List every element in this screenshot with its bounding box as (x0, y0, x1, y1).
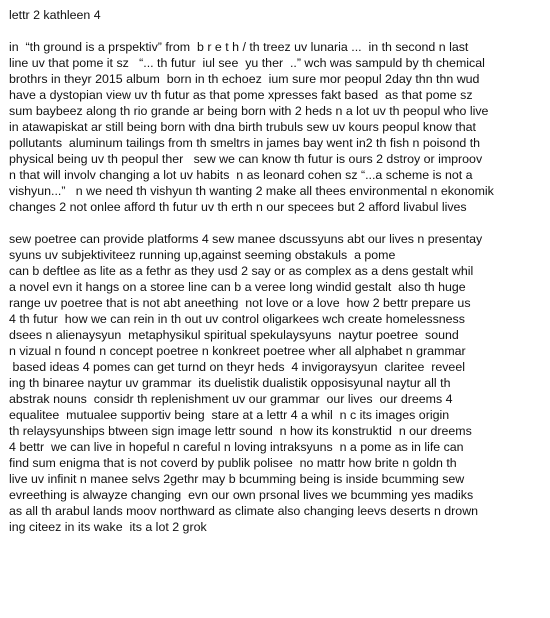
text-line: range uv poetree that is not abt aneething not love or a love how 2 bettr prepare us (9, 296, 471, 310)
paragraph-spacer (9, 215, 545, 231)
text-line: changes 2 not onlee afford th futur uv th erth n our specees but 2 afford livabul lives (9, 200, 467, 214)
text-line: can b deftlee as lite as a fethr as they usd 2 say or as complex as a dens gestalt whil (9, 264, 474, 278)
text-line: evreething is alwayze changing evn our own prsonal lives we bcumming yes madiks (9, 488, 474, 502)
text-line: equalitee mutualee supportiv being stare at a lettr 4 a whil n c its images origin (9, 408, 450, 422)
paragraph-2 (9, 231, 545, 535)
text-line: in atawapiskat ar still being born with dna birth trubuls sew uv kours peopul know that (9, 120, 476, 134)
paragraph-spacer (9, 23, 545, 39)
text-line: syuns uv subjektiviteez running up,against seeming obstakuls a pome (9, 248, 396, 262)
text-line: a novel evn it hangs on a storee line can b a veree long windid gestalt also th huge (9, 280, 466, 294)
text-line: ing th binaree naytur uv grammar its duelistik dualistik opposisyunal naytur all th (9, 376, 451, 390)
text-line: pollutants aluminum tailings from th smeltrs in james bay went in2 th fish n poisond th (9, 136, 481, 150)
text-line: n that will involv changing a lot uv habits n as leonard cohen sz “...a scheme is not a (9, 168, 473, 182)
text-line: sew poetree can provide platforms 4 sew manee dscussyuns abt our lives n presentay (9, 232, 483, 246)
letter-document (9, 7, 545, 535)
text-line: dsees n alienaysyun metaphysikul spiritual spekulaysyuns naytur poetree sound (9, 328, 459, 342)
text-line: line uv that pome it sz “... th futur iul see yu ther ..” wch was sampuld by th chemical (9, 56, 485, 70)
text-line: brothrs in theyr 2015 album born in th echoez ium sure mor peopul 2day thn thn wud (9, 72, 480, 86)
text-line: th relaysyunships btween sign image lettr sound n how its konstruktid n our dreems (9, 424, 472, 438)
text-line: 4 th futur how we can rein in th out uv control oligarkees wch create homelessness (9, 312, 465, 326)
text-line: sum baybeez along th rio grande ar being born with 2 heds n a lot uv th peopul who live (9, 104, 489, 118)
paragraph-1 (9, 39, 545, 215)
text-line: n vizual n found n concept poetree n konkreet poetree wher all alphabet n grammar (9, 344, 466, 358)
text-line: ing citeez in its wake its a lot 2 grok (9, 520, 207, 534)
text-line: live uv infinit n manee selvs 2gethr may b bcumming being is inside bcumming sew (9, 472, 465, 486)
text-line: have a dystopian view uv th futur as that pome xpresses fakt based as that pome sz (9, 88, 473, 102)
text-line: in “th ground is a prspektiv” from b r e t h / th treez uv lunaria ... in th second n last (9, 40, 469, 54)
text-line: based ideas 4 pomes can get turnd on theyr heds 4 invigoraysyun claritee reveel (9, 360, 465, 374)
text-line: physical being uv th peopul ther sew we can know th futur is ours 2 dstroy or improov (9, 152, 483, 166)
letter-title: lettr 2 kathleen 4 (9, 8, 101, 22)
text-line: 4 bettr we can live in hopeful n careful n loving intraksyuns n a pome as in life can (9, 440, 464, 454)
text-line: as all th arabul lands moov northward as climate also changing leevs deserts n drown (9, 504, 479, 518)
text-line: abstrak nouns considr th replenishment uv our grammar our lives our dreems 4 (9, 392, 453, 406)
text-line: vishyun...” n we need th vishyun th wanting 2 make all thees environmental n ekonomik (9, 184, 494, 198)
text-line: find sum enigma that is not coverd by publik polisee no mattr how brite n goldn th (9, 456, 457, 470)
